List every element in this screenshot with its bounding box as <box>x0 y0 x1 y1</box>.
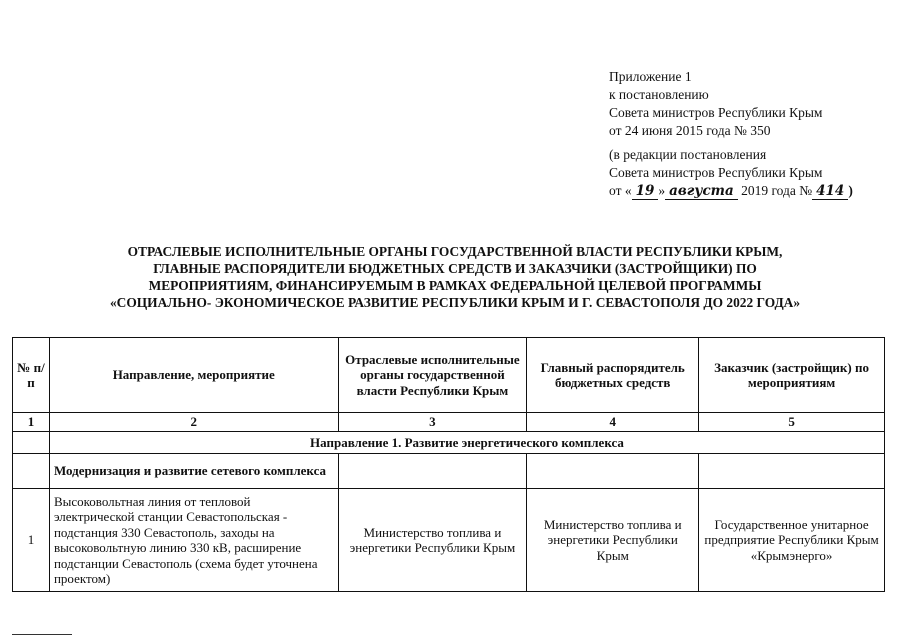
handwritten-day: 19 <box>632 184 659 200</box>
col-number: 2 <box>49 413 338 432</box>
subsection-title: Модернизация и развитие сетевого комплекса <box>49 454 338 489</box>
row-number: 1 <box>13 489 50 592</box>
column-number-row <box>13 413 885 432</box>
annex-line: (в редакции постановления <box>609 147 767 162</box>
table-header-row <box>13 338 885 413</box>
row-customer: Государственное унитарное предприятие Республики Крым «Крымэнерго» <box>699 489 885 592</box>
header-number: № п/п <box>13 338 50 413</box>
annex-line: Приложение 1 <box>609 69 692 84</box>
header-authority: Отраслевые исполнительные органы государственной власти Республики Крым <box>338 338 527 413</box>
title-line: МЕРОПРИЯТИЯМ, ФИНАНСИРУЕМЫМ В РАМКАХ ФЕДЕРАЛЬНОЙ ЦЕЛЕВОЙ ПРОГРАММЫ <box>148 278 762 293</box>
header-budget-manager: Главный распорядитель бюджетных средств <box>527 338 699 413</box>
title-line: ГЛАВНЫЕ РАСПОРЯДИТЕЛИ БЮДЖЕТНЫХ СРЕДСТВ И ЗАКАЗЧИКИ (ЗАСТРОЙЩИКИ) ПО <box>153 261 757 276</box>
agencies-table <box>12 337 885 592</box>
footer-divider <box>12 634 72 635</box>
row-budget-manager: Министерство топлива и энергетики Республики Крым <box>527 489 699 592</box>
annex-block <box>609 68 853 200</box>
col-number: 1 <box>13 413 50 432</box>
direction-row <box>13 432 885 454</box>
handwritten-month: августа <box>665 184 738 200</box>
col-number: 4 <box>527 413 699 432</box>
col-number: 3 <box>338 413 527 432</box>
header-event: Направление, мероприятие <box>49 338 338 413</box>
row-authority: Министерство топлива и энергетики Республики Крым <box>338 489 527 592</box>
table-row <box>13 489 885 592</box>
col-number: 5 <box>699 413 885 432</box>
annex-line: Совета министров Республики Крым <box>609 165 823 180</box>
title-line: ОТРАСЛЕВЫЕ ИСПОЛНИТЕЛЬНЫЕ ОРГАНЫ ГОСУДАРСТВЕННОЙ ВЛАСТИ РЕСПУБЛИКИ КРЫМ, <box>127 244 783 259</box>
document-title <box>30 243 880 311</box>
annex-line: Совета министров Республики Крым <box>609 105 823 120</box>
subsection-row <box>13 454 885 489</box>
annex-line: к постановлению <box>609 87 709 102</box>
handwritten-number: 414 <box>812 184 848 200</box>
title-line: «СОЦИАЛЬНО- ЭКОНОМИЧЕСКОЕ РАЗВИТИЕ РЕСПУБЛИКИ КРЫМ И Г. СЕВАСТОПОЛЯ ДО 2022 ГОДА» <box>109 295 801 310</box>
annex-line: от 24 июня 2015 года № 350 <box>609 123 771 138</box>
header-customer: Заказчик (застройщик) по мероприятиям <box>699 338 885 413</box>
annex-amendment-date: от « 19 » августа 2019 года № 414 ) <box>609 183 853 199</box>
row-event: Высоковольтная линия от тепловой электрической станции Севастопольская - подстанция 330 Севастополь, заходы на высоковольтную линию 330 кВ, расширение подстанции Севастополь (схема будет уточнена проектом) <box>49 489 338 592</box>
direction-title: Направление 1. Развитие энергетического комплекса <box>49 432 884 454</box>
